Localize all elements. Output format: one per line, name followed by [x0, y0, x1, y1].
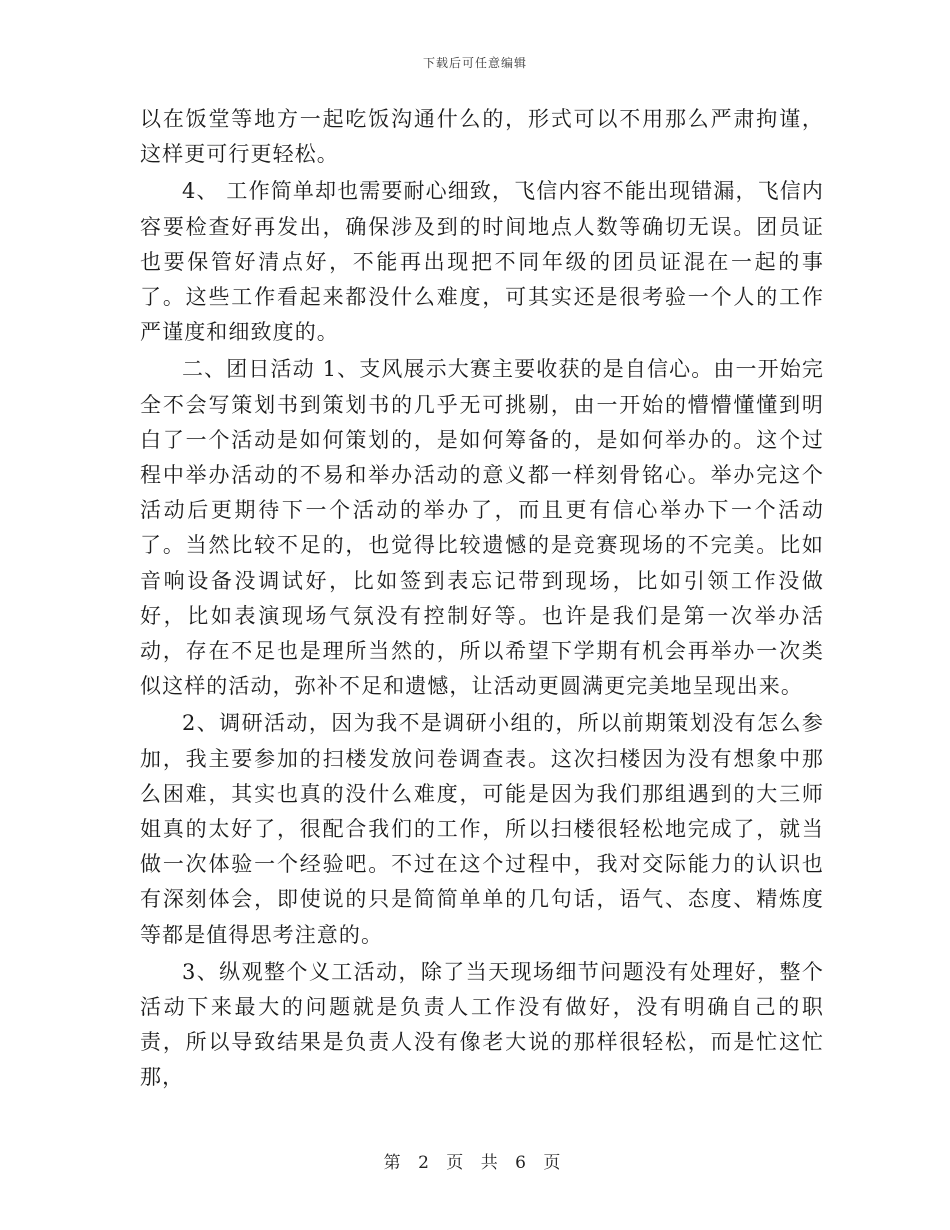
- paragraph-item-4: 4、 工作简单却也需要耐心细致，飞信内容不能出现错漏，飞信内容要检查好再发出，确保涉及到的时间地点人数等确切无误。团员证也要保管好清点好，不能再出现把不同年级的团员证混在一起的事了。这些工作看起来都没什么难度，可其实还是很考验一个人的工作严谨度和细致度的。: [140, 179, 824, 345]
- page-header: 下载后可任意编辑: [422, 56, 527, 70]
- paragraph-section-2: 二、团日活动 1、支风展示大赛主要收获的是自信心。由一开始完全不会写策划书到策划书的几乎无可挑剔，由一开始的懵懵懂懂到明白了一个活动是如何策划的，是如何筹备的，是如何举办的。这个过程中举办活动的不易和举办活动的意义都一样刻骨铭心。举办完这个活动后更期待下一个活动的举办了，而且更有信心举办下一个活动了。当然比较不足的，也觉得比较遗憾的是竞赛现场的不完美。比如音响设备没调试好，比如签到表忘记带到现场，比如引领工作没做好，比如表演现场气氛没有控制好等。也许是我们是第一次举办活动，存在不足也是理所当然的，所以希望下学期有机会再举办一次类似这样的活动，弥补不足和遗憾，让活动更圆满更完美地呈现出来。: [140, 357, 824, 699]
- page-number: 第 2 页 共 6 页: [383, 1153, 567, 1173]
- paragraph-volunteer-activity: 3、纵观整个义工活动，除了当天现场细节问题没有处理好，整个活动下来最大的问题就是负责人工作没有做好，没有明确自己的职责，所以导致结果是负责人没有像老大说的那样很轻松，而是忙这忙那，: [140, 959, 824, 1090]
- paragraph-research-activity: 2、调研活动，因为我不是调研小组的，所以前期策划没有怎么参加，我主要参加的扫楼发放问卷调查表。这次扫楼因为没有想象中那么困难，其实也真的没什么难度，可能是因为我们那组遇到的大三师姐真的太好了，很配合我们的工作，所以扫楼很轻松地完成了，就当做一次体验一个经验吧。不过在这个过程中，我对交际能力的认识也有深刻体会，即使说的只是简简单单的几句话，语气、态度、精炼度等都是值得思考注意的。: [140, 711, 824, 947]
- paragraph-continuation: 以在饭堂等地方一起吃饭沟通什么的，形式可以不用那么严肃拘谨，这样更可行更轻松。: [140, 107, 824, 167]
- document-body: [140, 102, 824, 1096]
